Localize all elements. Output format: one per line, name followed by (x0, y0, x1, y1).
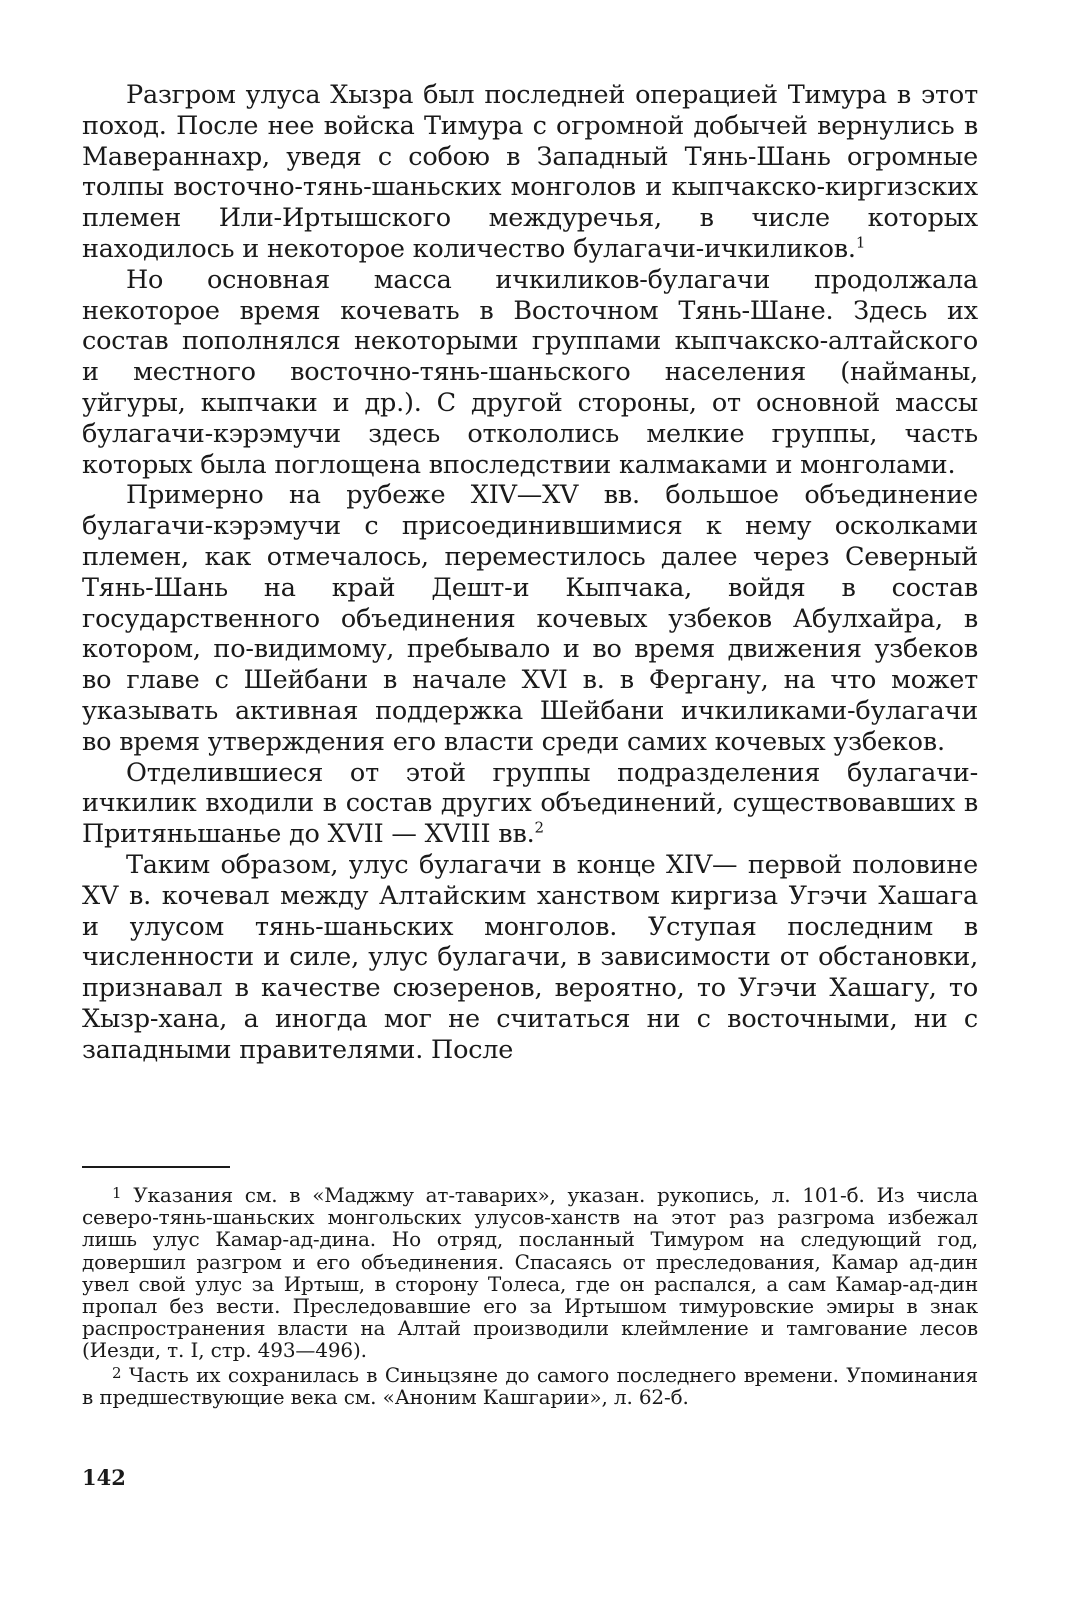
paragraph-4 (82, 758, 978, 850)
footnote-2 (82, 1362, 978, 1408)
paragraph-2 (82, 265, 978, 481)
footnote-2-text: Часть их сохранилась в Синьцзяне до самого последнего времени. Упоминания в предшествующие века см. «Аноним Кашгарии», л. 62-б. (82, 1362, 978, 1409)
page-body (82, 80, 978, 1066)
footnote-1-text: Указания см. в «Маджму ат-таварих», указан. рукопись, л. 101-б. Из числа северо-тянь-шаньских монгольских улусов-ханств на этот раз разгрома избежал лишь улус Камар-ад-дина. Но отряд, посланный Тимуром на следующий год, довершил разгром и его объединения. Спасаясь от преследования, Камар ад-дин увел свой улус за Иртыш, в сторону Толеса, где он распался, а сам Камар-ад-дин пропал без вести. Преследовавшие его за Иртышом тимуровские эмиры в знак распространения власти на Алтай производили клеймление и тамгование лесов (Иезди, т. I, стр. 493—496). (82, 1183, 978, 1363)
footnote-1-mark: 1 (112, 1184, 122, 1202)
footnote-1 (82, 1182, 978, 1362)
page-number: 142 (82, 1465, 126, 1490)
footnote-ref-2: 2 (534, 818, 544, 837)
paragraph-2-text: Но основная масса ичкиликов-булагачи продолжала некоторое время кочевать в Восточном Тянь-Шане. Здесь их состав пополнялся некоторыми группами кыпчакско-алтайского и местного восточно-тянь-шаньского населения (найманы, уйгуры, кыпчаки и др.). С другой стороны, от основной массы булагачи-кэрэмучи здесь откололись мелкие группы, часть которых была поглощена впоследствии калмаками и монголами. (82, 264, 978, 480)
paragraph-4-text: Отделившиеся от этой группы подразделения булагачи-ичкилик входили в состав других объединений, существовавших в Притяньшанье до XVII — XVIII вв. (82, 757, 978, 850)
footnote-ref-1: 1 (855, 233, 866, 252)
main-text (82, 80, 978, 1066)
paragraph-1-text: Разгром улуса Хызра был последней операцией Тимура в этот поход. После нее войска Тимура с огромной добычей вернулись в Мавераннахр, уведя с собою в Западный Тянь-Шань огромные толпы восточно-тянь-шаньских монголов и кыпчакско-киргизских племен Или-Иртышского междуречья, в числе которых находилось и некоторое количество булагачи-ичкиликов. (82, 80, 978, 264)
paragraph-5 (82, 850, 978, 1066)
paragraph-5-text: Таким образом, улус булагачи в конце XIV— первой половине XV в. кочевал между Алтайским ханством киргиза Угэчи Хашага и улусом тянь-шаньских монголов. Уступая последним в численности и силе, улус булагачи, в зависимости от обстановки, признавал в качестве сюзеренов, вероятно, то Угэчи Хашагу, то Хызр-хана, а иногда мог не считаться ни с восточными, ни с западными правителями. После (82, 849, 978, 1065)
paragraph-3 (82, 480, 978, 757)
footnote-divider (82, 1166, 230, 1168)
footnote-2-mark: 2 (112, 1363, 122, 1382)
paragraph-3-text: Примерно на рубеже XIV—XV вв. большое объединение булагачи-кэрэмучи с присоединившимися к нему осколками племен, как отмечалось, переместилось далее через Северный Тянь-Шань на край Дешт-и Кыпчака, войдя в состав государственного объединения кочевых узбеков Абулхайра, в котором, по-видимому, пребывало и во время движения узбеков во главе с Шейбани в начале XVI в. в Фергану, на что может указывать активная поддержка Шейбани ичкиликами-булагачи во время утверждения его власти среди самих кочевых узбеков. (82, 480, 978, 757)
footnotes (82, 1182, 978, 1408)
paragraph-1 (82, 80, 978, 265)
